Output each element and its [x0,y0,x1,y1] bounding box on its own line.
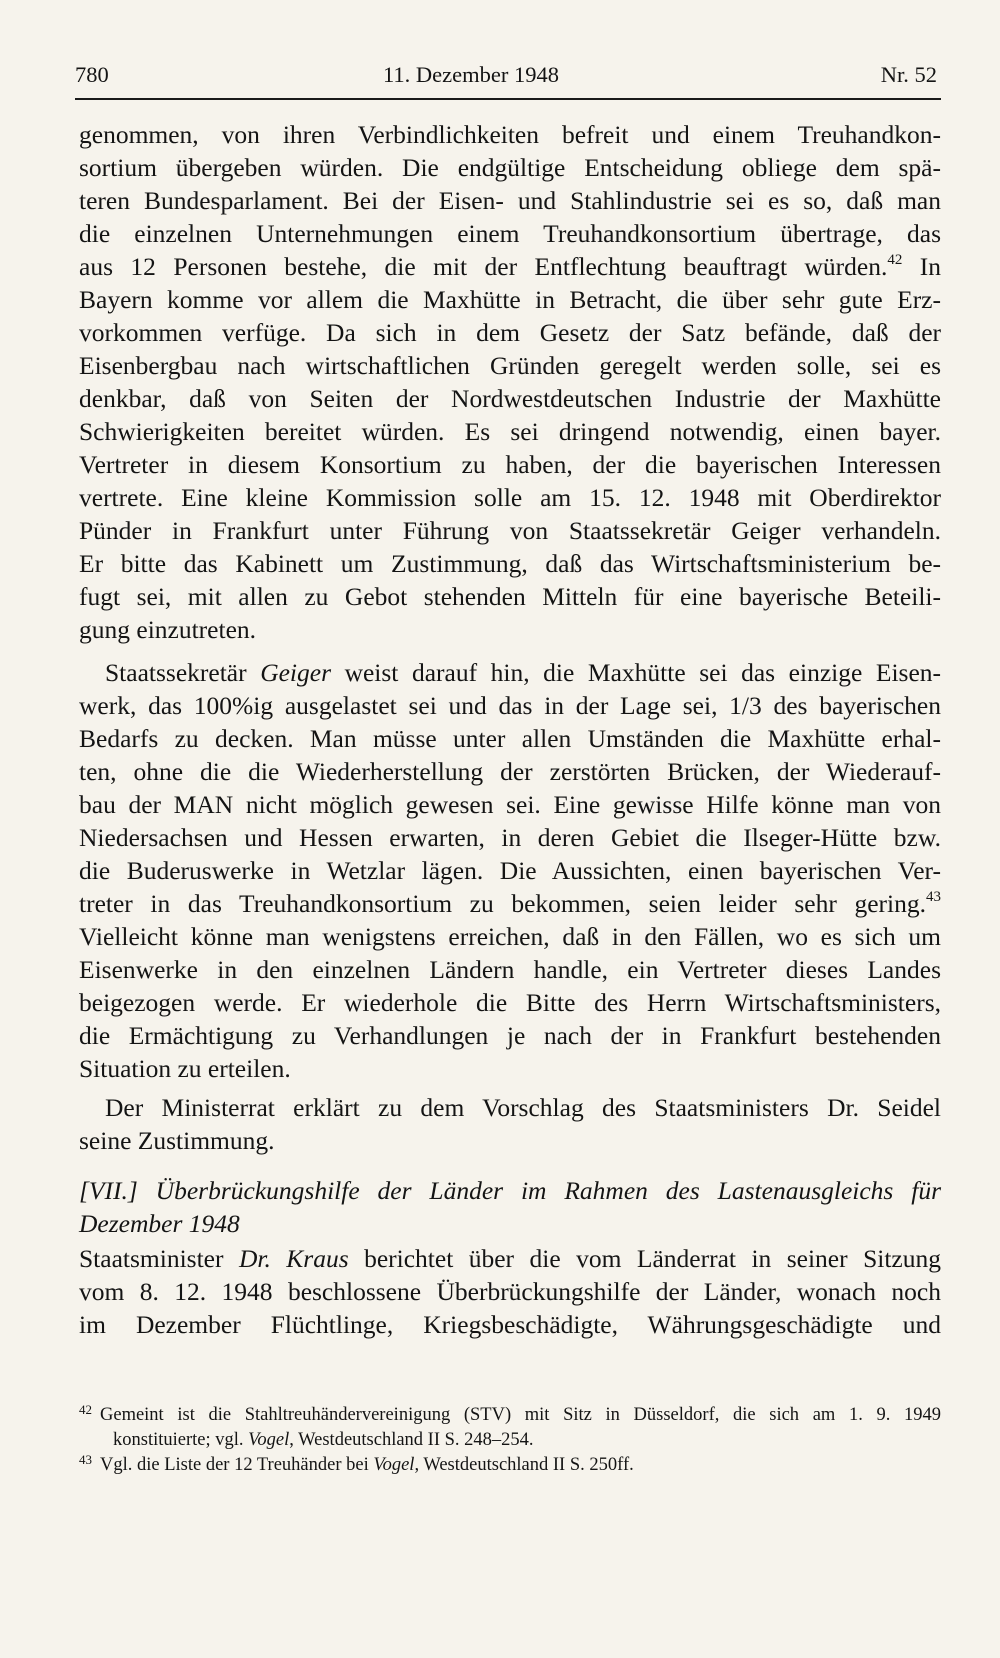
body-line: beigezogen werde. Er wiederhole die Bitte des Herrn Wirtschaftsministers, [79,988,941,1017]
footnote-ref-43: 43 [926,889,941,905]
body-line: sortium übergeben würden. Die endgültige Entscheidung obliege dem spä- [79,153,941,182]
body-line: Schwierigkeiten bereitet würden. Es sei dringend notwendig, einen bayer. [79,417,941,446]
body-line: seine Zustimmung. [79,1126,275,1155]
speaker-name: Geiger [260,658,331,687]
header-rule [75,98,941,100]
footnote-number: 43 [79,1452,92,1467]
body-line: im Dezember Flüchtlinge, Kriegsbeschädigte, Währungsgeschädigte und [79,1310,941,1339]
body-line: Vertreter in diesem Konsortium zu haben, der die bayerischen Interessen [79,450,941,479]
section-heading: [VII.] Überbrückungshilfe der Länder im Rahmen des Lastenausgleichs für [79,1176,941,1205]
body-line: Eisenbergbau nach wirtschaftlichen Gründen geregelt werden solle, sei es [79,351,941,380]
body-line: Staatssekretär Geiger weist darauf hin, die Maxhütte sei das einzige Eisen- [105,658,942,687]
page-number: 780 [75,62,109,87]
body-line: vertrete. Eine kleine Kommission solle am 15. 12. 1948 mit Oberdirektor [79,483,941,512]
running-header [75,62,941,96]
body-line: vorkommen verfüge. Da sich in dem Gesetz der Satz befände, daß der [79,318,941,347]
body-line: genommen, von ihren Verbindlichkeiten befreit und einem Treuhandkon- [79,120,941,149]
body-line: die einzelnen Unternehmungen einem Treuhandkonsortium übertrage, das [79,219,941,248]
body-line: aus 12 Personen bestehe, die mit der Entflechtung beauftragt würden.$^{42}$ In [79,252,941,281]
body-line: werk, das 100%ig ausgelastet sei und das in der Lage sei, 1/3 des bayerischen [79,691,941,720]
body-line: Niedersachsen und Hessen erwarten, in deren Gebiet die Ilseger-Hütte bzw. [79,823,941,852]
footnote-number: 42 [79,1402,92,1417]
body-line: Situation zu erteilen. [79,1054,291,1083]
body-line: gung einzutreten. [79,615,257,644]
body-line: die Ermächtigung zu Verhandlungen je nach der in Frankfurt bestehenden [79,1021,941,1050]
body-line: Eisenwerke in den einzelnen Ländern handle, ein Vertreter dieses Landes [79,955,941,984]
body-line: Pünder in Frankfurt unter Führung von Staatssekretär Geiger verhandeln. [79,516,941,545]
body-line: denkbar, daß von Seiten der Nordwestdeutschen Industrie der Maxhütte [79,384,941,413]
body-line: fugt sei, mit allen zu Gebot stehenden Mitteln für eine bayerische Beteili- [79,582,941,611]
body-line: Staatsminister Dr. Kraus berichtet über die vom Länderrat in seiner Sitzung [79,1244,941,1273]
body-line: Er bitte das Kabinett um Zustimmung, daß das Wirtschaftsministerium be- [79,549,941,578]
body-line: treter in das Treuhandkonsortium zu bekommen, seien leider sehr gering.$^{43}$ [79,889,941,918]
body-line: bau der MAN nicht möglich gewesen sei. Eine gewisse Hilfe könne man von [79,790,941,819]
issue-number: Nr. 52 [880,62,937,87]
section-heading-line2: Dezember 1948 [79,1209,240,1238]
footnote-42-cont: konstituierte; vgl. Vogel, Westdeutschland II S. 248–254. [113,1430,534,1450]
body-line: Der Ministerrat erklärt zu dem Vorschlag des Staatsministers Dr. Seidel [105,1093,941,1122]
body-line: die Buderuswerke in Wetzlar lägen. Die Aussichten, einen bayerischen Ver- [79,856,941,885]
header-date: 11. Dezember 1948 [383,62,559,87]
body-line: vom 8. 12. 1948 beschlossene Überbrückungshilfe der Länder, wonach noch [79,1277,941,1306]
footnote-ref-42: 42 [887,252,903,268]
body-line: Vielleicht könne man wenigstens erreichen, daß in den Fällen, wo es sich um [79,922,941,951]
footnote-43: $^{43}$ Vgl. die Liste der 12 Treuhänder bei Vogel, Westdeutschland II S. 250ff. [79,1452,634,1475]
body-line: ten, ohne die die Wiederherstellung der zerstörten Brücken, der Wiederauf- [79,757,941,786]
speaker-name: Dr. Kraus [238,1244,349,1273]
body-line: Bedarfs zu decken. Man müsse unter allen Umständen die Maxhütte erhal- [79,724,941,753]
footnote-42: $^{42}$ Gemeint ist die Stahltreuhändervereinigung (STV) mit Sitz in Düsseldorf, die sich am 1. 9. 1949 [79,1402,941,1425]
body-line: teren Bundesparlament. Bei der Eisen- und Stahlindustrie sei es so, daß man [79,186,941,215]
body-line: Bayern komme vor allem die Maxhütte in Betracht, die über sehr gute Erz- [79,285,941,314]
